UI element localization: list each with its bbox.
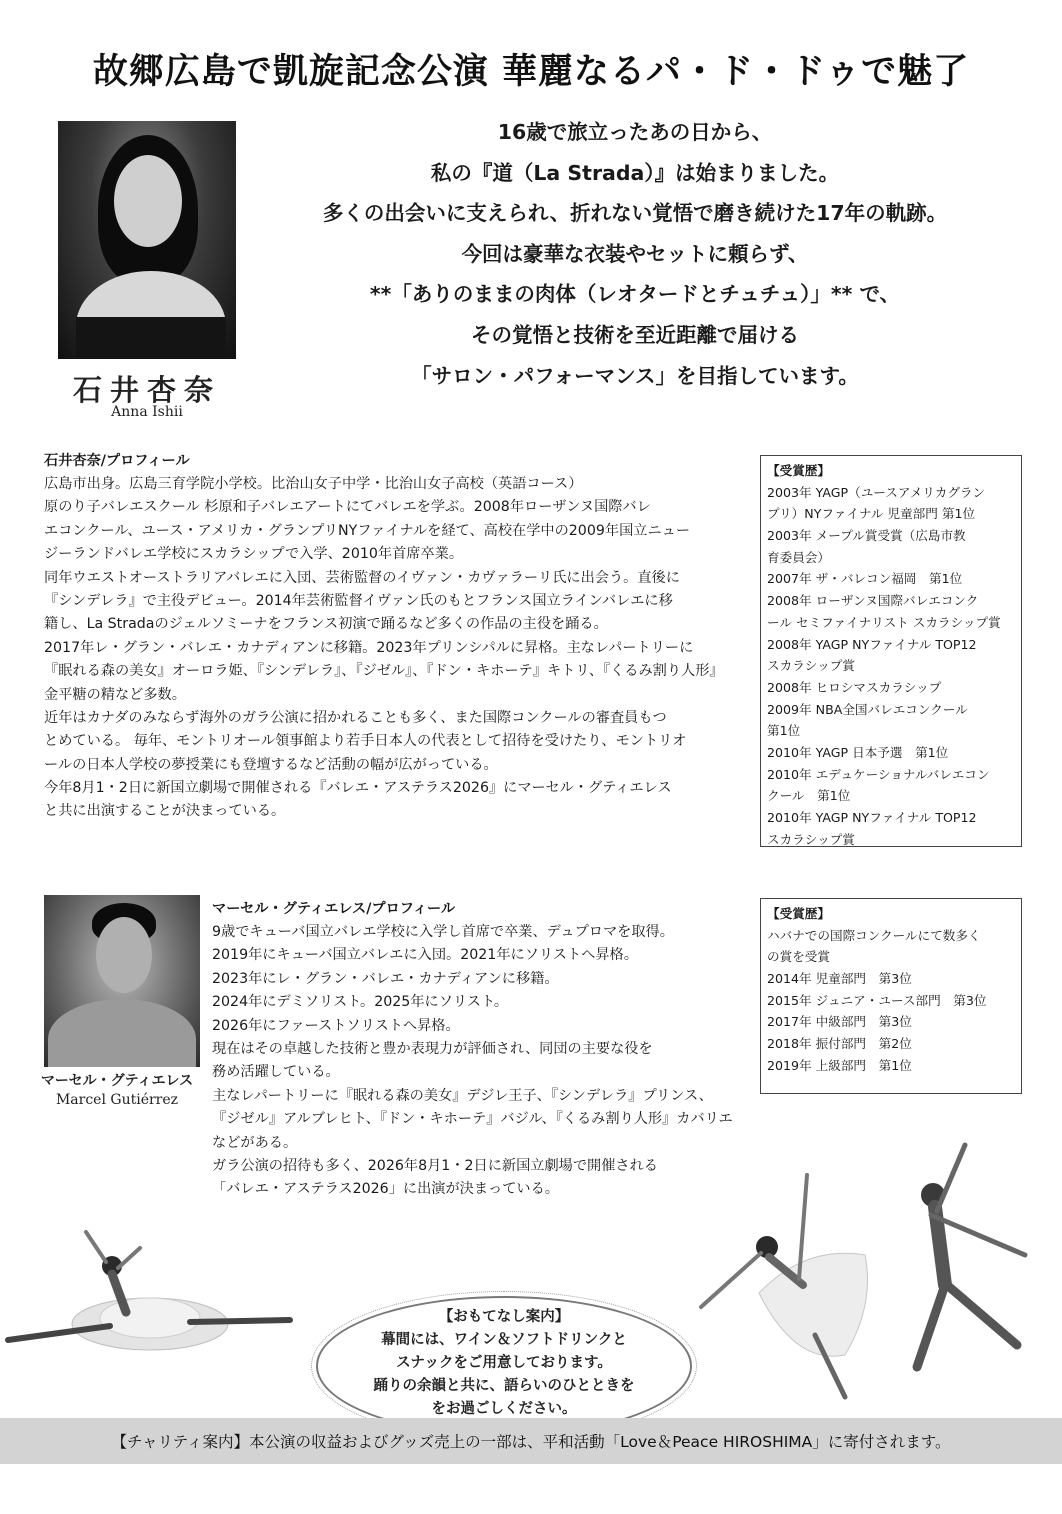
marcel-awards-box <box>760 898 1022 1094</box>
profile-line: 広島市出身。広島三育学院小学校。比治山女子中学・比治山女子高校（英語コース） <box>44 476 583 492</box>
hospitality-line: 【おもてなし案内】 <box>438 1309 570 1325</box>
marcel-name-jp: マーセル・グティエレス <box>40 1073 194 1089</box>
intro-message <box>250 112 1020 396</box>
marcel-profile <box>212 898 752 1202</box>
profile-line: 現在はその卓越した技術と豊か表現力が評価され、同団の主要な役を <box>212 1040 653 1057</box>
message-line: 「サロン・パフォーマンス」を目指しています。 <box>411 363 859 388</box>
profile-line: 2017年レ・グラン・バレエ・カナディアンに移籍。2023年プリンシパルに昇格。主なレパートリーに <box>44 639 694 656</box>
message-line: 多くの出会いに支えられ、折れない覚悟で磨き続けた17年の軌跡。 <box>322 201 948 226</box>
award-line: 2015年 ジュニア・ユース部門 第3位 <box>767 992 987 1008</box>
award-line: プリ）NYファイナル 児童部門 第1位 <box>767 506 976 522</box>
hospitality-line: 幕間には、ワイン＆ソフトドリンクと <box>381 1332 627 1348</box>
profile-line: 『眠れる森の美女』オーロラ姫、『シンデレラ』、『ジゼル』、『ドン・キホーテ』キトリ、『くるみ割り人形』 <box>44 663 724 680</box>
profile-line: 『シンデレラ』で主役デビュー。2014年芸術監督イヴァン氏のもとフランス国立ラインバレエに移 <box>44 592 673 609</box>
award-line: 2008年 ローザンヌ国際バレエコンク <box>767 593 979 609</box>
page-title: 故郷広島で凱旋記念公演 華麗なるパ・ド・ドゥで魅了 <box>92 52 970 92</box>
profile-line: とめている。 毎年、モントリオール領事館より若手日本人の代表として招待を受けたり、モントリオ <box>44 733 687 750</box>
award-line: 2014年 児童部門 第3位 <box>767 971 912 987</box>
dancing-couple-photo <box>695 1135 1060 1410</box>
profile-line: 『ジゼル』アルブレヒト、『ドン・キホーテ』バジル、『くるみ割り人形』カバリエ <box>212 1111 733 1128</box>
profile-line: ールの日本人学校の夢授業にも登壇するなど活動の幅が広がっている。 <box>44 756 498 773</box>
hospitality-line: をお過ごしください。 <box>431 1401 577 1417</box>
ballerina-leap-photo <box>0 1222 300 1392</box>
awards-heading: 【受賞歴】 <box>767 906 830 921</box>
profile-line: 2024年にデミソリスト。2025年にソリスト。 <box>212 994 509 1011</box>
award-line: 2010年 エデュケーショナルバレエコン <box>767 766 990 782</box>
message-line: その覚悟と技術を至近距離で届ける <box>471 322 799 347</box>
award-line: 2010年 YAGP 日本予選 第1位 <box>767 744 949 760</box>
profile-line: ガラ公演の招待も多く、2026年8月1・2日に新国立劇場で開催される <box>212 1157 658 1174</box>
award-line: 2009年 NBA全国バレエコンクール <box>767 701 968 717</box>
award-line: 2003年 YAGP（ユースアメリカグラン <box>767 484 986 500</box>
award-line: の賞を受賞 <box>767 949 830 965</box>
profile-line: 籍し、La Stradaのジェルソミーナをフランス初演で踊るなど多くの作品の主役を踊る。 <box>44 616 608 633</box>
profile-line: 主なレパートリーに『眠れる森の美女』デジレ王子、『シンデレラ』プリンス、 <box>212 1087 713 1104</box>
profile-line: 今年8月1・2日に新国立劇場で開催される『バレエ・アステラス2026』にマーセル・グティエレス <box>44 780 672 797</box>
award-line: 2017年 中級部門 第3位 <box>767 1014 912 1030</box>
anna-awards-box <box>760 455 1022 847</box>
award-line: 2008年 ヒロシマスカラシップ <box>767 679 942 695</box>
award-line: ハバナでの国際コンクールにて数多く <box>767 927 981 943</box>
award-line: スカラシップ賞 <box>767 831 855 847</box>
profile-line: と共に出演することが決まっている。 <box>44 803 286 820</box>
marcel-name-en: Marcel Gutiérrez <box>55 1092 179 1108</box>
anna-profile <box>44 450 749 824</box>
profile-line: 9歳でキューバ国立バレエ学校に入学し首席で卒業、デュプロマを取得。 <box>212 924 674 940</box>
profile-line: 同年ウエストオーストラリアバレエに入団、芸術監督のイヴァン・カヴァラーリ氏に出会う。直後に <box>44 569 680 586</box>
profile-line: 「バレエ・アステラス2026」に出演が決まっている。 <box>212 1181 559 1198</box>
award-line: クール 第1位 <box>767 788 851 804</box>
awards-heading: 【受賞歴】 <box>767 463 830 478</box>
message-line: **「ありのままの肉体（レオタードとチュチュ）」** で、 <box>369 282 901 307</box>
anna-profile-heading: 石井杏奈/プロフィール <box>44 453 190 469</box>
profile-line: 2019年にキューバ国立バレエに入団。2021年にソリストへ昇格。 <box>212 947 638 964</box>
profile-line: エコンクール、ユース・アメリカ・グランプリNYファイナルを経て、高校在学中の2009年国立ニュー <box>44 522 691 539</box>
message-line: 16歳で旅立ったあの日から、 <box>497 120 773 144</box>
charity-notice: 【チャリティ案内】本公演の収益およびグッズ売上の一部は、平和活動「Love＆Peace HIROSHIMA」に寄付されます。 <box>111 1433 951 1451</box>
profile-line: 原のり子バレエスクール 杉原和子バレエアートにてバレエを学ぶ。2008年ローザンヌ国際バレ <box>44 499 651 516</box>
award-line: 育委員会） <box>767 549 830 565</box>
hospitality-line: スナックをご用意しております。 <box>396 1355 612 1371</box>
award-line: 2008年 YAGP NYファイナル TOP12 <box>767 636 977 652</box>
profile-line: 近年はカナダのみならず海外のガラ公演に招かれることも多く、また国際コンクールの審査員もつ <box>44 709 667 726</box>
message-line: 今回は豪華な衣装やセットに頼らず、 <box>461 241 809 266</box>
profile-line: ジーランドバレエ学校にスカラシップで入学、2010年首席卒業。 <box>44 546 464 563</box>
hospitality-line: 踊りの余韻と共に、語らいのひとときを <box>373 1378 635 1394</box>
profile-line: などがある。 <box>212 1134 298 1151</box>
profile-line: 2023年にレ・グラン・バレエ・カナディアンに移籍。 <box>212 970 559 987</box>
award-line: ール セミファイナリスト スカラシップ賞 <box>767 614 1001 630</box>
award-line: 第1位 <box>767 723 801 739</box>
award-line: 2019年 上級部門 第1位 <box>767 1057 912 1073</box>
anna-name-en: Anna Ishii <box>111 404 183 420</box>
hospitality-notice <box>316 1306 692 1421</box>
profile-line: 務め活躍している。 <box>212 1064 340 1081</box>
marcel-portrait-photo <box>44 895 200 1067</box>
award-line: スカラシップ賞 <box>767 658 855 674</box>
message-line: 私の『道（La Strada）』は始まりました。 <box>430 160 840 185</box>
award-line: 2010年 YAGP NYファイナル TOP12 <box>767 810 977 825</box>
award-line: 2018年 振付部門 第2位 <box>767 1036 912 1052</box>
anna-name-jp: 石井杏奈 <box>72 373 221 407</box>
marcel-profile-heading: マーセル・グティエレス/プロフィール <box>212 901 456 917</box>
award-line: 2003年 メープル賞受賞（広島市教 <box>767 528 966 544</box>
anna-portrait-photo <box>58 121 236 359</box>
award-line: 2007年 ザ・バレコン福岡 第1位 <box>767 571 963 587</box>
profile-line: 2026年にファーストソリストへ昇格。 <box>212 1017 460 1034</box>
profile-line: 金平糖の精など多数。 <box>44 686 186 703</box>
